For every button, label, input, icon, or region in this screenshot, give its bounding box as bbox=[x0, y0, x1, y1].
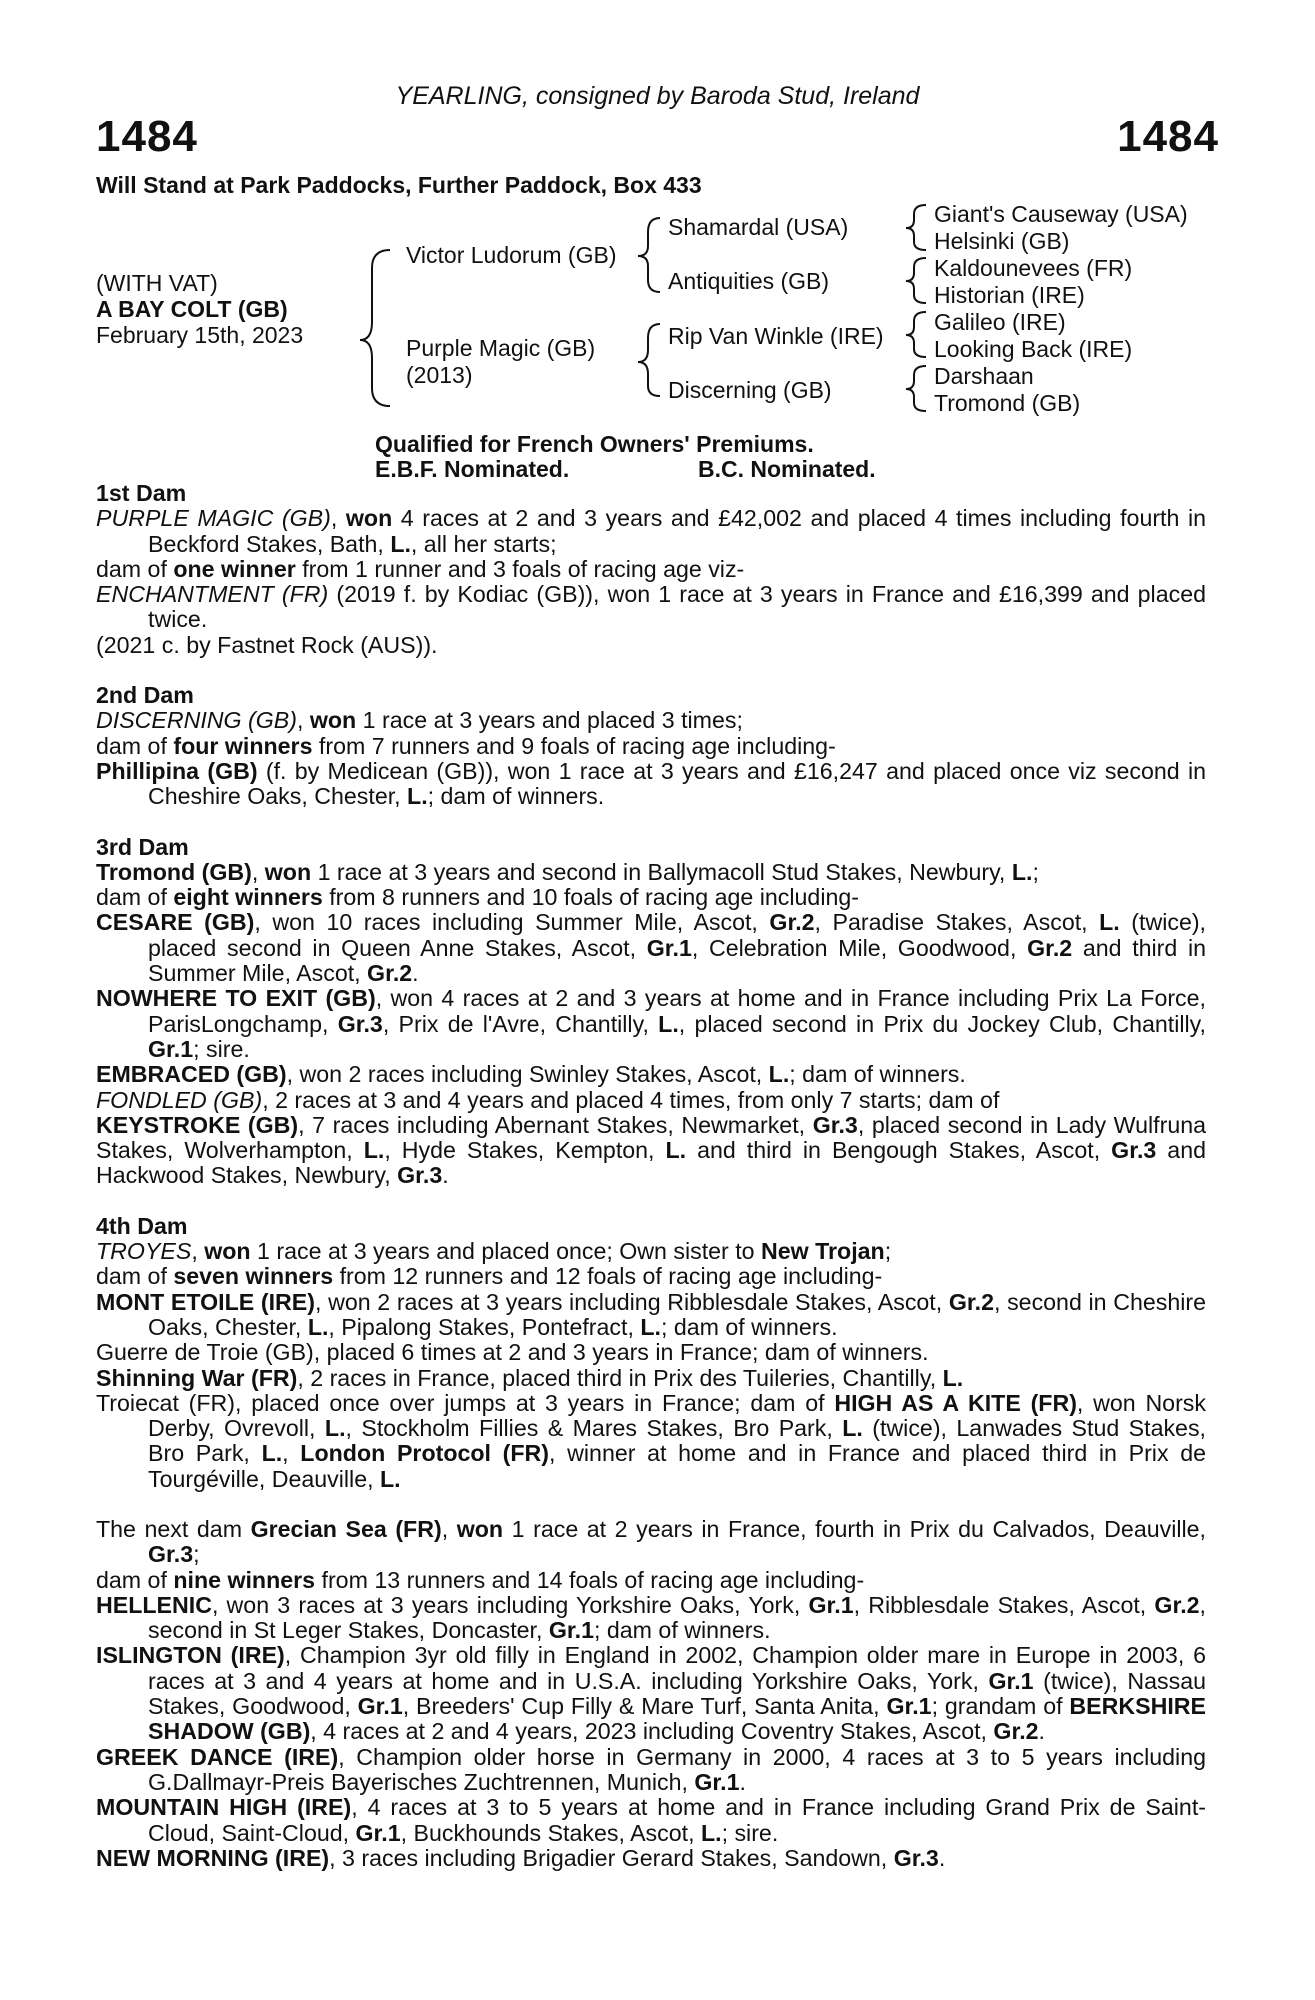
dd-dam: Tromond (GB) bbox=[934, 390, 1081, 416]
troiecat-record bbox=[96, 1391, 1206, 1492]
dd-sire: Darshaan bbox=[934, 363, 1034, 389]
dam4-heading: 4th Dam bbox=[96, 1212, 188, 1239]
hell-c: , second in St Leger Stakes, Doncaster, bbox=[148, 1591, 1206, 1644]
troie-d: (twice), Lanwades Stud Stakes, Bro Park, bbox=[148, 1415, 1206, 1467]
lot-number-right: 1484 bbox=[1117, 112, 1219, 161]
dam4-winners: seven winners bbox=[173, 1263, 334, 1290]
dam2-produce-a: dam of bbox=[96, 732, 174, 759]
dam4-won: won bbox=[204, 1238, 251, 1265]
cesare-g4: Gr.2 bbox=[367, 960, 413, 987]
dam2-produce-b: from 7 runners and 9 foals of racing age including- bbox=[312, 732, 836, 759]
mont-g1: Gr.2 bbox=[948, 1288, 994, 1315]
mtn-a: , 4 races at 3 to 5 years at home and in France including Grand Prix de Saint-Cloud, Saint-Cloud, bbox=[148, 1794, 1206, 1846]
next-dam-record bbox=[96, 1517, 1206, 1568]
hell-g1: Gr.1 bbox=[808, 1591, 854, 1618]
nowhere-g1: Gr.3 bbox=[337, 1010, 383, 1037]
next-dam-c: 1 race at 2 years in France, fourth in Prix du Calvados, Deauville, bbox=[503, 1515, 1206, 1542]
new-morning-record bbox=[96, 1846, 1206, 1871]
ss-sire: Giant's Causeway (USA) bbox=[934, 201, 1188, 227]
keystroke-c: , Hyde Stakes, Kempton, bbox=[384, 1137, 666, 1164]
keystroke-l1: L. bbox=[363, 1137, 385, 1164]
greek-dance-record bbox=[96, 1745, 1206, 1796]
dam3-produce-b: from 8 runners and 10 foals of racing age including- bbox=[322, 884, 859, 911]
next-dam-produce-a: dam of bbox=[96, 1566, 174, 1593]
islington-name: ISLINGTON (IRE) bbox=[96, 1642, 285, 1669]
dam1-name: PURPLE MAGIC (GB) bbox=[96, 505, 331, 532]
cesare-g1: Gr.2 bbox=[769, 909, 815, 936]
sire-sire: Shamardal (USA) bbox=[668, 214, 849, 240]
mountain-high-record bbox=[96, 1795, 1206, 1846]
hellenic-name: HELLENIC bbox=[96, 1591, 212, 1618]
ds-dam: Looking Back (IRE) bbox=[934, 336, 1133, 362]
embraced-name: EMBRACED (GB) bbox=[96, 1061, 287, 1088]
cesare-listed: L. bbox=[1099, 909, 1120, 936]
isl-g2: Gr.1 bbox=[357, 1693, 403, 1720]
cesare-d: , Celebration Mile, Goodwood, bbox=[691, 934, 1028, 961]
mountain-high-name: MOUNTAIN HIGH (IRE) bbox=[96, 1794, 352, 1821]
ss-dam: Helsinki (GB) bbox=[934, 228, 1070, 254]
hell-g2: Gr.2 bbox=[1154, 1591, 1200, 1618]
dam1-produce-a: dam of bbox=[96, 555, 174, 582]
mont-c: , Pipalong Stakes, Pontefract, bbox=[328, 1313, 641, 1340]
troie-l3: L. bbox=[261, 1440, 283, 1467]
greek-g: Gr.1 bbox=[694, 1768, 740, 1795]
isl-d: ; grandam of bbox=[931, 1693, 1070, 1720]
troie-b: , won Norsk Derby, Ovrevoll, bbox=[148, 1389, 1206, 1442]
nm-a: , 3 races including Brigadier Gerard Stakes, Sandown, bbox=[329, 1844, 894, 1871]
nm-g: Gr.3 bbox=[893, 1844, 939, 1871]
dam3-produce-a: dam of bbox=[96, 884, 174, 911]
dam2-sep: , bbox=[296, 707, 310, 734]
hell-g3: Gr.1 bbox=[548, 1617, 594, 1644]
dam3-produce bbox=[96, 885, 1206, 910]
dam1-listed: L. bbox=[390, 530, 411, 557]
bc-nominated: B.C. Nominated. bbox=[698, 456, 876, 482]
nowhere-name: NOWHERE TO EXIT (GB) bbox=[96, 985, 376, 1012]
ds-sire: Galileo (IRE) bbox=[934, 309, 1066, 335]
dam4-end: ; bbox=[884, 1238, 892, 1265]
keystroke-d: and third in Bengough Stakes, Ascot, bbox=[686, 1137, 1112, 1164]
troie-a: Troiecat (FR), placed once over jumps at 3 years in France; dam of bbox=[96, 1389, 835, 1416]
isl-e: , 4 races at 2 and 4 years, 2023 including Coventry Stakes, Ascot, bbox=[310, 1718, 994, 1745]
mtn-c: ; sire. bbox=[721, 1819, 779, 1846]
vat-note: (WITH VAT) bbox=[96, 270, 218, 296]
keystroke-b: , placed second in Lady Wulfruna Stakes, Wolverhampton, bbox=[96, 1111, 1207, 1164]
nowhere-b: , Prix de l'Avre, Chantilly, bbox=[382, 1010, 659, 1037]
guerre-record: Guerre de Troie (GB), placed 6 times at 2 and 3 years in France; dam of winners. bbox=[96, 1339, 929, 1366]
hell-b: , Ribblesdale Stakes, Ascot, bbox=[853, 1591, 1155, 1618]
mont-b: , second in Cheshire Oaks, Chester, bbox=[148, 1288, 1206, 1340]
enchantment-text: (2019 f. by Kodiac (GB)), won 1 race at 3 years in France and £16,399 and placed twice. bbox=[148, 581, 1206, 633]
fondled-record bbox=[96, 1088, 1206, 1113]
keystroke-record bbox=[96, 1113, 1206, 1189]
dam3-heading: 3rd Dam bbox=[96, 833, 189, 860]
hellenic-record bbox=[96, 1593, 1206, 1644]
greek-dance-name: GREEK DANCE (IRE) bbox=[96, 1743, 339, 1770]
cesare-a: , won 10 races including Summer Mile, Ascot, bbox=[254, 909, 770, 936]
islington-record bbox=[96, 1643, 1206, 1744]
cesare-b: , Paradise Stakes, Ascot, bbox=[814, 909, 1100, 936]
dam2-name: DISCERNING (GB) bbox=[96, 707, 297, 734]
sd-sire: Kaldounevees (FR) bbox=[934, 255, 1133, 281]
keystroke-f: . bbox=[442, 1162, 449, 1189]
greek-b: . bbox=[739, 1768, 746, 1795]
london-protocol: London Protocol (FR) bbox=[300, 1440, 550, 1467]
dam3-text: 1 race at 3 years and second in Ballymacoll Stud Stakes, Newbury, bbox=[311, 858, 1012, 885]
dam1-record bbox=[96, 506, 1206, 557]
dam: Purple Magic (GB) bbox=[406, 335, 596, 361]
dam1-text: 4 races at 2 and 3 years and £42,002 and placed 4 times including fourth in Beckford Stakes, Bath, bbox=[148, 505, 1207, 557]
enchantment-record bbox=[96, 582, 1206, 633]
nowhere-a: , won 4 races at 2 and 3 years at home and in France including Prix La Force, ParisLongchamp, bbox=[148, 985, 1206, 1037]
dam3-won: won bbox=[264, 858, 312, 885]
mont-d: ; dam of winners. bbox=[660, 1313, 838, 1340]
next-dam-g: Gr.3 bbox=[148, 1541, 194, 1568]
dam4-produce bbox=[96, 1264, 1206, 1289]
isl-g1: Gr.1 bbox=[988, 1667, 1034, 1694]
troie-c: , Stockholm Fillies & Mares Stakes, Bro Park, bbox=[345, 1415, 843, 1442]
dam3-listed: L. bbox=[1011, 858, 1033, 885]
dam4-produce-b: from 12 runners and 12 foals of racing age including- bbox=[333, 1263, 883, 1290]
fondled-a: , 2 races at 3 and 4 years and placed 4 times, from only 7 starts; dam of bbox=[262, 1086, 1000, 1113]
dam3-winners: eight winners bbox=[173, 884, 323, 911]
dam1-heading: 1st Dam bbox=[96, 480, 187, 506]
hell-d: ; dam of winners. bbox=[593, 1617, 771, 1644]
isl-f: . bbox=[1038, 1718, 1045, 1745]
mtn-listed: L. bbox=[700, 1819, 722, 1846]
sire-dam: Antiquities (GB) bbox=[668, 268, 830, 294]
cesare-g3: Gr.2 bbox=[1027, 934, 1073, 961]
mont-a: , won 2 races at 3 years including Ribblesdale Stakes, Ascot, bbox=[314, 1288, 949, 1315]
keystroke-e: and Hackwood Stakes, Newbury, bbox=[96, 1137, 1206, 1189]
dam3-end: ; bbox=[1032, 858, 1039, 885]
nowhere-record bbox=[96, 986, 1206, 1062]
isl-g4: Gr.2 bbox=[993, 1718, 1039, 1745]
enchantment-name: ENCHANTMENT (FR) bbox=[96, 581, 329, 608]
nowhere-c: , placed second in Prix du Jockey Club, Chantilly, bbox=[678, 1010, 1206, 1037]
phillipina-text: (f. by Medicean (GB)), won 1 race at 3 years and £16,247 and placed once viz second in Cheshire Oaks, Chester, bbox=[148, 757, 1207, 810]
consignor-subtitle: YEARLING, consigned by Baroda Stud, Ireland bbox=[395, 82, 920, 110]
next-dam-sep: , bbox=[441, 1515, 457, 1542]
nowhere-listed: L. bbox=[658, 1010, 679, 1037]
cesare-e: and third in Summer Mile, Ascot, bbox=[148, 934, 1206, 987]
dam2-text: 1 race at 3 years and placed 3 times; bbox=[356, 707, 743, 734]
embraced-b: ; dam of winners. bbox=[789, 1061, 966, 1088]
embraced-listed: L. bbox=[768, 1061, 790, 1088]
isl-a: , Champion 3yr old filly in England in 2002, Champion older mare in Europe in 2003, 6 races at 3 and 4 years at home and in U.S.A. including Yorkshire Oaks, York, bbox=[148, 1642, 1206, 1694]
phillipina-listed: L. bbox=[407, 783, 428, 810]
dam2-won: won bbox=[309, 707, 357, 734]
new-morning-name: NEW MORNING (IRE) bbox=[96, 1844, 330, 1871]
dam4-record bbox=[96, 1239, 1206, 1264]
keystroke-g3: Gr.3 bbox=[397, 1162, 443, 1189]
dam1-end: , all her starts; bbox=[410, 530, 557, 557]
new-trojan: New Trojan bbox=[761, 1238, 885, 1265]
dam3-name: Tromond (GB) bbox=[96, 858, 252, 885]
sire: Victor Ludorum (GB) bbox=[406, 242, 617, 268]
cesare-record bbox=[96, 910, 1206, 986]
dam4-produce-a: dam of bbox=[96, 1263, 174, 1290]
dam-year: (2013) bbox=[406, 362, 473, 388]
keystroke-l2: L. bbox=[665, 1137, 687, 1164]
mtn-b: , Buckhounds Stakes, Ascot, bbox=[400, 1819, 701, 1846]
cesare-f: . bbox=[412, 960, 419, 987]
ebf-nominated: E.B.F. Nominated. bbox=[375, 456, 570, 482]
next-dam-d: ; bbox=[193, 1541, 200, 1568]
sd-dam: Historian (IRE) bbox=[934, 282, 1085, 308]
troie-l4: L. bbox=[380, 1465, 401, 1492]
lot-number-left: 1484 bbox=[96, 112, 198, 161]
mont-etoile-record bbox=[96, 1290, 1206, 1341]
keystroke-name: KEYSTROKE (GB) bbox=[96, 1111, 299, 1138]
dam4-sep: , bbox=[191, 1238, 205, 1265]
keystroke-g2: Gr.3 bbox=[1111, 1137, 1157, 1164]
dam4-name: TROYES bbox=[96, 1238, 192, 1265]
keystroke-g1: Gr.3 bbox=[812, 1111, 858, 1138]
troie-l1: L. bbox=[324, 1415, 346, 1442]
fondled-name: FONDLED (GB) bbox=[96, 1086, 263, 1113]
nowhere-g2: Gr.1 bbox=[148, 1035, 194, 1062]
phillipina-end: ; dam of winners. bbox=[427, 783, 605, 810]
isl-g3: Gr.1 bbox=[886, 1693, 932, 1720]
high-as-a-kite: HIGH AS A KITE (FR) bbox=[834, 1389, 1077, 1416]
berkshire-shadow: BERKSHIRE SHADOW (GB) bbox=[148, 1693, 1206, 1745]
embraced-a: , won 2 races including Swinley Stakes, Ascot, bbox=[286, 1061, 769, 1088]
dam2-heading: 2nd Dam bbox=[96, 682, 194, 709]
next-dam-produce bbox=[96, 1568, 1206, 1593]
isl-c: , Breeders' Cup Filly & Mare Turf, Santa Anita, bbox=[402, 1693, 887, 1720]
isl-b: (twice), Nassau Stakes, Goodwood, bbox=[148, 1667, 1206, 1720]
shin-a: , 2 races in France, placed third in Prix des Tuileries, Chantilly, bbox=[297, 1364, 943, 1391]
dam-sire: Rip Van Winkle (IRE) bbox=[668, 323, 884, 349]
catalogue-body bbox=[96, 481, 1206, 1871]
dam1-produce-b: from 1 runner and 3 foals of racing age viz- bbox=[295, 555, 745, 582]
dam4-text: 1 race at 3 years and placed once; Own sister to bbox=[250, 1238, 762, 1265]
next-dam-a: The next dam bbox=[96, 1515, 251, 1542]
grecian-sea-name: Grecian Sea (FR) bbox=[250, 1515, 442, 1542]
phillipina-record bbox=[96, 759, 1206, 810]
shinning-war-name: Shinning War (FR) bbox=[96, 1364, 298, 1391]
troie-e: , bbox=[282, 1440, 301, 1467]
shin-listed: L. bbox=[942, 1364, 964, 1391]
french-premiums: Qualified for French Owners' Premiums. bbox=[375, 431, 814, 457]
dam2-produce bbox=[96, 734, 1206, 759]
dam1-won: won bbox=[345, 505, 393, 532]
foaling-date: February 15th, 2023 bbox=[96, 322, 304, 348]
dam1-produce bbox=[96, 557, 1206, 582]
dam2-record bbox=[96, 708, 1206, 733]
next-dam-won: won bbox=[456, 1515, 504, 1542]
next-dam-winners: nine winners bbox=[173, 1566, 316, 1593]
colt-2021: (2021 c. by Fastnet Rock (AUS)). bbox=[96, 631, 438, 658]
nm-b: . bbox=[938, 1844, 946, 1871]
greek-a: , Champion older horse in Germany in 2000, 4 races at 3 to 5 years including G.Dallmayr-Preis Bayerisches Zuchtrennen, Munich, bbox=[148, 1743, 1206, 1795]
cesare-name: CESARE (GB) bbox=[96, 909, 255, 936]
shinning-war-record bbox=[96, 1366, 1206, 1391]
dam2-winners: four winners bbox=[173, 732, 313, 759]
mont-l1: L. bbox=[307, 1313, 329, 1340]
nowhere-d: ; sire. bbox=[193, 1035, 250, 1062]
dam3-sep: , bbox=[251, 858, 265, 885]
dam1-sep: , bbox=[330, 505, 346, 532]
mont-etoile-name: MONT ETOILE (IRE) bbox=[96, 1288, 315, 1315]
dam3-record bbox=[96, 860, 1206, 885]
embraced-record bbox=[96, 1062, 1206, 1087]
hell-a: , won 3 races at 3 years including Yorkshire Oaks, York, bbox=[211, 1591, 809, 1618]
cesare-c: (twice), placed second in Queen Anne Stakes, Ascot, bbox=[148, 909, 1206, 961]
troie-l2: L. bbox=[842, 1415, 863, 1442]
horse-name: A BAY COLT (GB) bbox=[96, 296, 288, 322]
stand-location: Will Stand at Park Paddocks, Further Paddock, Box 433 bbox=[96, 172, 702, 198]
phillipina-name: Phillipina (GB) bbox=[96, 757, 258, 784]
dam-dam: Discerning (GB) bbox=[668, 377, 832, 403]
mtn-g1: Gr.1 bbox=[355, 1819, 401, 1846]
troie-f: , winner at home and in France and placed third in Prix de Tourgéville, Deauville, bbox=[148, 1440, 1207, 1492]
next-dam-produce-b: from 13 runners and 14 foals of racing age including- bbox=[315, 1566, 865, 1593]
dam1-winners: one winner bbox=[173, 555, 296, 582]
mont-l2: L. bbox=[640, 1313, 661, 1340]
cesare-g2: Gr.1 bbox=[646, 934, 692, 961]
keystroke-a: , 7 races including Abernant Stakes, Newmarket, bbox=[298, 1111, 813, 1138]
